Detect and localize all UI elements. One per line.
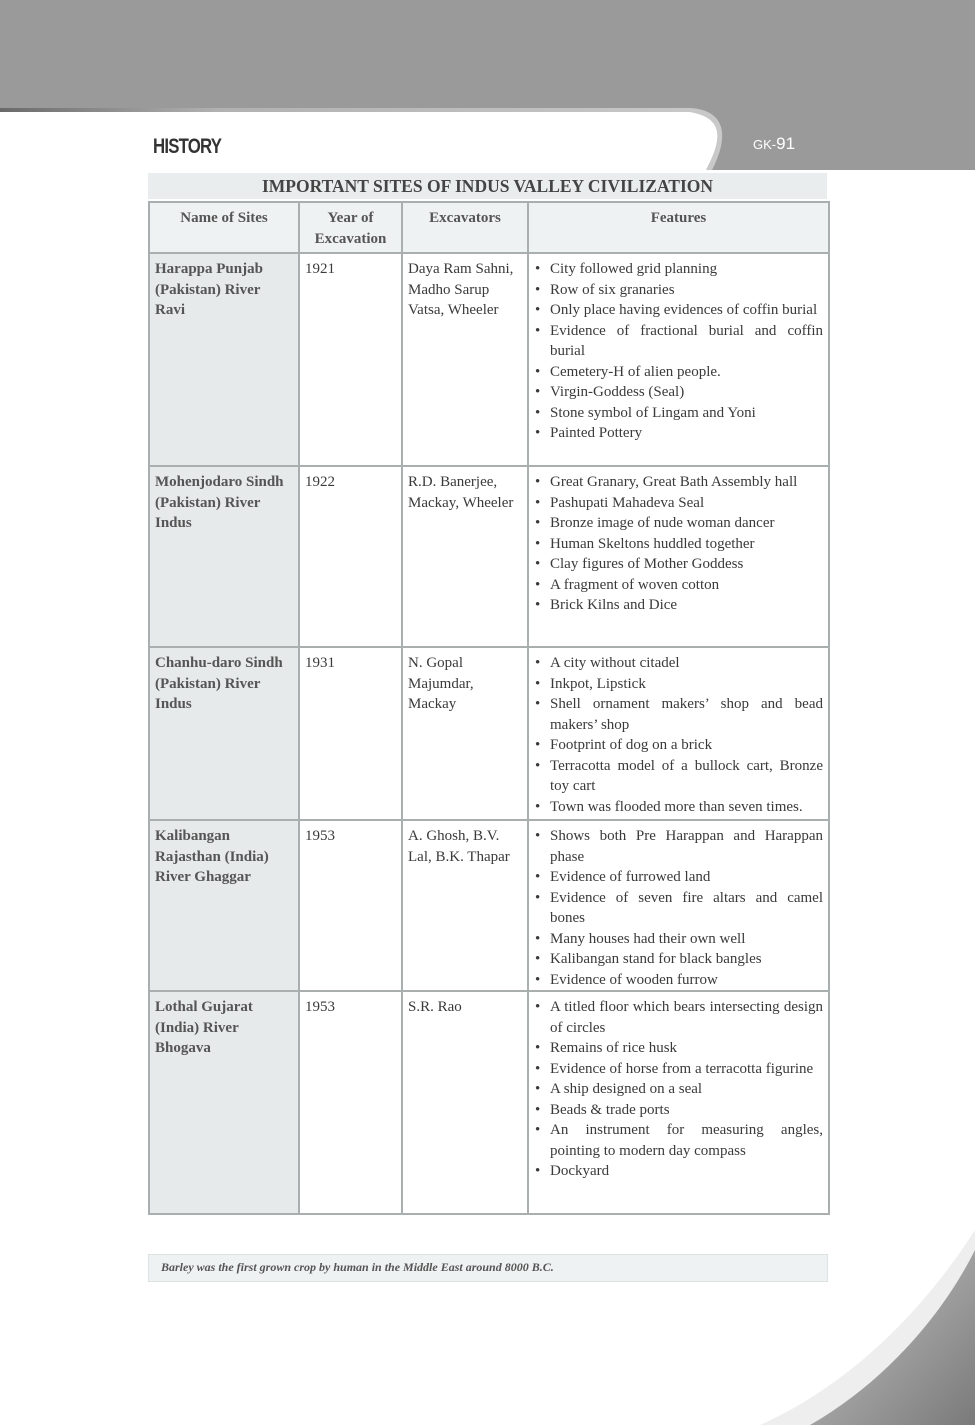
column-header: Excavators [402, 202, 528, 253]
feature-item: • City followed grid planning [550, 259, 823, 280]
page-number [753, 134, 795, 154]
feature-item: • Evidence of horse from a terracotta figurine [550, 1059, 823, 1080]
year-cell: 1931 [299, 647, 402, 820]
feature-item: • A fragment of woven cotton [550, 575, 823, 596]
feature-item: • Evidence of furrowed land [550, 867, 823, 888]
features-list [534, 259, 823, 444]
table-row [149, 253, 829, 466]
table-header-row [149, 202, 829, 253]
column-header: Year of Excavation [299, 202, 402, 253]
feature-item: • Shows both Pre Harappan and Harappan phase [550, 826, 823, 867]
year-cell: 1953 [299, 991, 402, 1214]
table-row [149, 991, 829, 1214]
features-cell [528, 466, 829, 647]
table-row [149, 466, 829, 647]
year-cell: 1922 [299, 466, 402, 647]
page-prefix: GK- [753, 137, 777, 152]
feature-item: • Town was flooded more than seven times. [550, 797, 823, 818]
column-header: Name of Sites [149, 202, 299, 253]
site-name-cell: Lothal Gujarat (India) River Bhogava [149, 991, 299, 1214]
feature-item: • Inkpot, Lipstick [550, 674, 823, 695]
feature-item: • Great Granary, Great Bath Assembly hall [550, 472, 823, 493]
sites-table [148, 201, 830, 1215]
feature-item: • Bronze image of nude woman dancer [550, 513, 823, 534]
features-cell [528, 820, 829, 991]
feature-item: • Row of six granaries [550, 280, 823, 301]
feature-item: • Pashupati Mahadeva Seal [550, 493, 823, 514]
feature-item: • A titled floor which bears intersecting design of circles [550, 997, 823, 1038]
feature-item: • Kalibangan stand for black bangles [550, 949, 823, 970]
site-name-cell: Chanhu-daro Sindh (Pakistan) River Indus [149, 647, 299, 820]
site-name-cell: Mohenjodaro Sindh (Pakistan) River Indus [149, 466, 299, 647]
column-header: Features [528, 202, 829, 253]
feature-item: • Many houses had their own well [550, 929, 823, 950]
section-title: HISTORY [153, 135, 222, 158]
table-title: IMPORTANT SITES OF INDUS VALLEY CIVILIZATION [148, 173, 827, 199]
feature-item: • Human Skeltons huddled together [550, 534, 823, 555]
feature-item: • Painted Pottery [550, 423, 823, 444]
site-name-cell: Kalibangan Rajasthan (India) River Ghaggar [149, 820, 299, 991]
site-name-cell: Harappa Punjab (Pakistan) River Ravi [149, 253, 299, 466]
feature-item: • Terracotta model of a bullock cart, Bronze toy cart [550, 756, 823, 797]
feature-item: • Brick Kilns and Dice [550, 595, 823, 616]
feature-item: • A city without citadel [550, 653, 823, 674]
feature-item: • Virgin-Goddess (Seal) [550, 382, 823, 403]
year-cell: 1953 [299, 820, 402, 991]
features-list [534, 997, 823, 1182]
excavators-cell: A. Ghosh, B.V. Lal, B.K. Thapar [402, 820, 528, 991]
features-cell [528, 647, 829, 820]
table-row [149, 647, 829, 820]
year-cell: 1921 [299, 253, 402, 466]
feature-item: • Evidence of seven fire altars and camel bones [550, 888, 823, 929]
feature-item: • Clay figures of Mother Goddess [550, 554, 823, 575]
features-cell [528, 253, 829, 466]
excavators-cell: S.R. Rao [402, 991, 528, 1214]
page-number-value: 91 [776, 134, 796, 153]
excavators-cell: Daya Ram Sahni, Madho Sarup Vatsa, Wheeler [402, 253, 528, 466]
features-list [534, 653, 823, 817]
excavators-cell: N. Gopal Majumdar, Mackay [402, 647, 528, 820]
feature-item: • Shell ornament makers’ shop and bead makers’ shop [550, 694, 823, 735]
table-row [149, 820, 829, 991]
excavators-cell: R.D. Banerjee, Mackay, Wheeler [402, 466, 528, 647]
info-note: Barley was the first grown crop by human in the Middle East around 8000 B.C. [148, 1254, 828, 1282]
feature-item: • Footprint of dog on a brick [550, 735, 823, 756]
feature-item: • Evidence of wooden furrow [550, 970, 823, 991]
feature-item: • Only place having evidences of coffin burial [550, 300, 823, 321]
feature-item: • Dockyard [550, 1161, 823, 1182]
feature-item: • Beads & trade ports [550, 1100, 823, 1121]
feature-item: • A ship designed on a seal [550, 1079, 823, 1100]
features-cell [528, 991, 829, 1214]
feature-item: • Remains of rice husk [550, 1038, 823, 1059]
features-list [534, 472, 823, 616]
feature-item: • Cemetery-H of alien people. [550, 362, 823, 383]
feature-item: • Evidence of fractional burial and coffin burial [550, 321, 823, 362]
feature-item: • An instrument for measuring angles, pointing to modern day compass [550, 1120, 823, 1161]
features-list [534, 826, 823, 990]
feature-item: • Stone symbol of Lingam and Yoni [550, 403, 823, 424]
